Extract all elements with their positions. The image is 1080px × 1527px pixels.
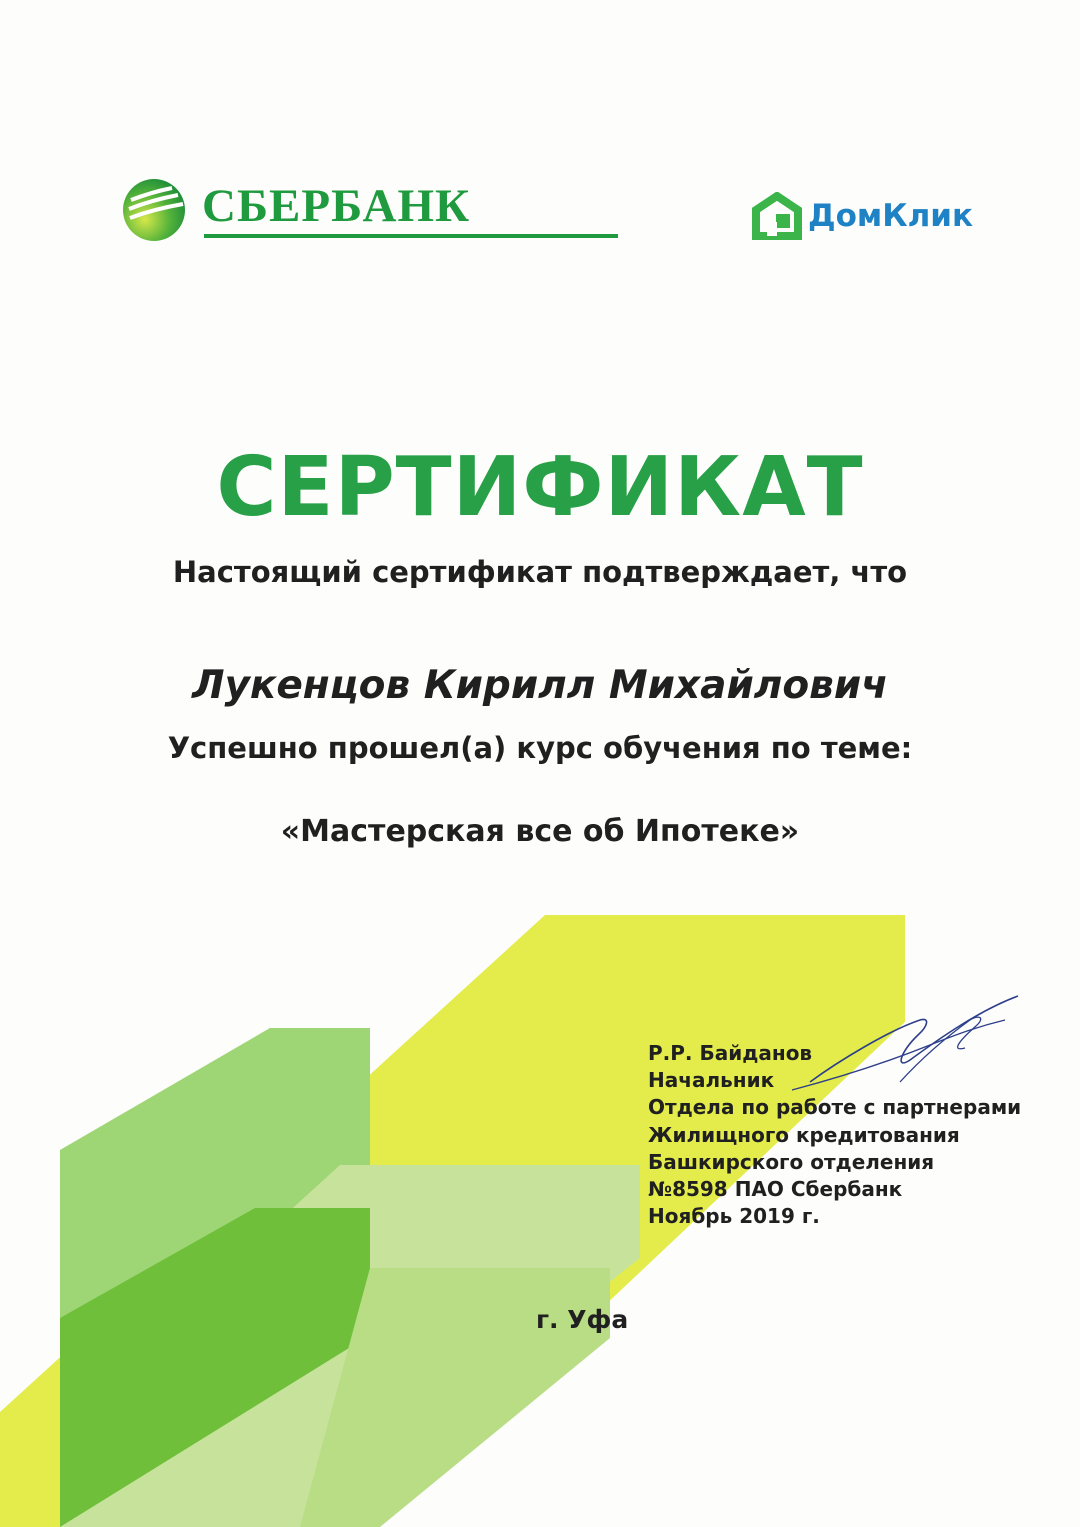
sberbank-wordmark: СБЕРБАНК bbox=[202, 180, 471, 232]
sberbank-mark-icon bbox=[122, 178, 186, 242]
signatory-line: Башкирского отделения bbox=[648, 1149, 935, 1174]
signatory-line: Ноябрь 2019 г. bbox=[648, 1204, 820, 1229]
recipient-name: Лукенцов Кирилл Михайлович bbox=[192, 663, 888, 708]
house-icon bbox=[752, 192, 802, 240]
domclick-logo bbox=[752, 188, 992, 240]
signatory-line: Отдела по работе с партнерами bbox=[648, 1095, 1022, 1120]
signatory-line: Начальник bbox=[648, 1068, 775, 1093]
certificate-title: СЕРТИФИКАТ bbox=[216, 440, 864, 535]
certificate-subtitle: Настоящий сертификат подтверждает, что bbox=[172, 555, 908, 589]
signatory-line: Жилищного кредитования bbox=[648, 1122, 960, 1147]
course-title: «Мастерская все об Ипотеке» bbox=[280, 814, 800, 849]
domclick-wordmark: ДомКлик bbox=[808, 198, 974, 234]
completion-text: Успешно прошел(а) курс обучения по теме: bbox=[167, 731, 913, 765]
sberbank-underline bbox=[204, 234, 618, 238]
signatory-line: №8598 ПАО Сбербанк bbox=[648, 1176, 903, 1201]
signatory-line: Р.Р. Байданов bbox=[648, 1041, 813, 1065]
city-label: г. Уфа bbox=[536, 1305, 629, 1334]
sberbank-logo bbox=[122, 168, 502, 246]
handwritten-signature bbox=[780, 990, 1030, 1100]
